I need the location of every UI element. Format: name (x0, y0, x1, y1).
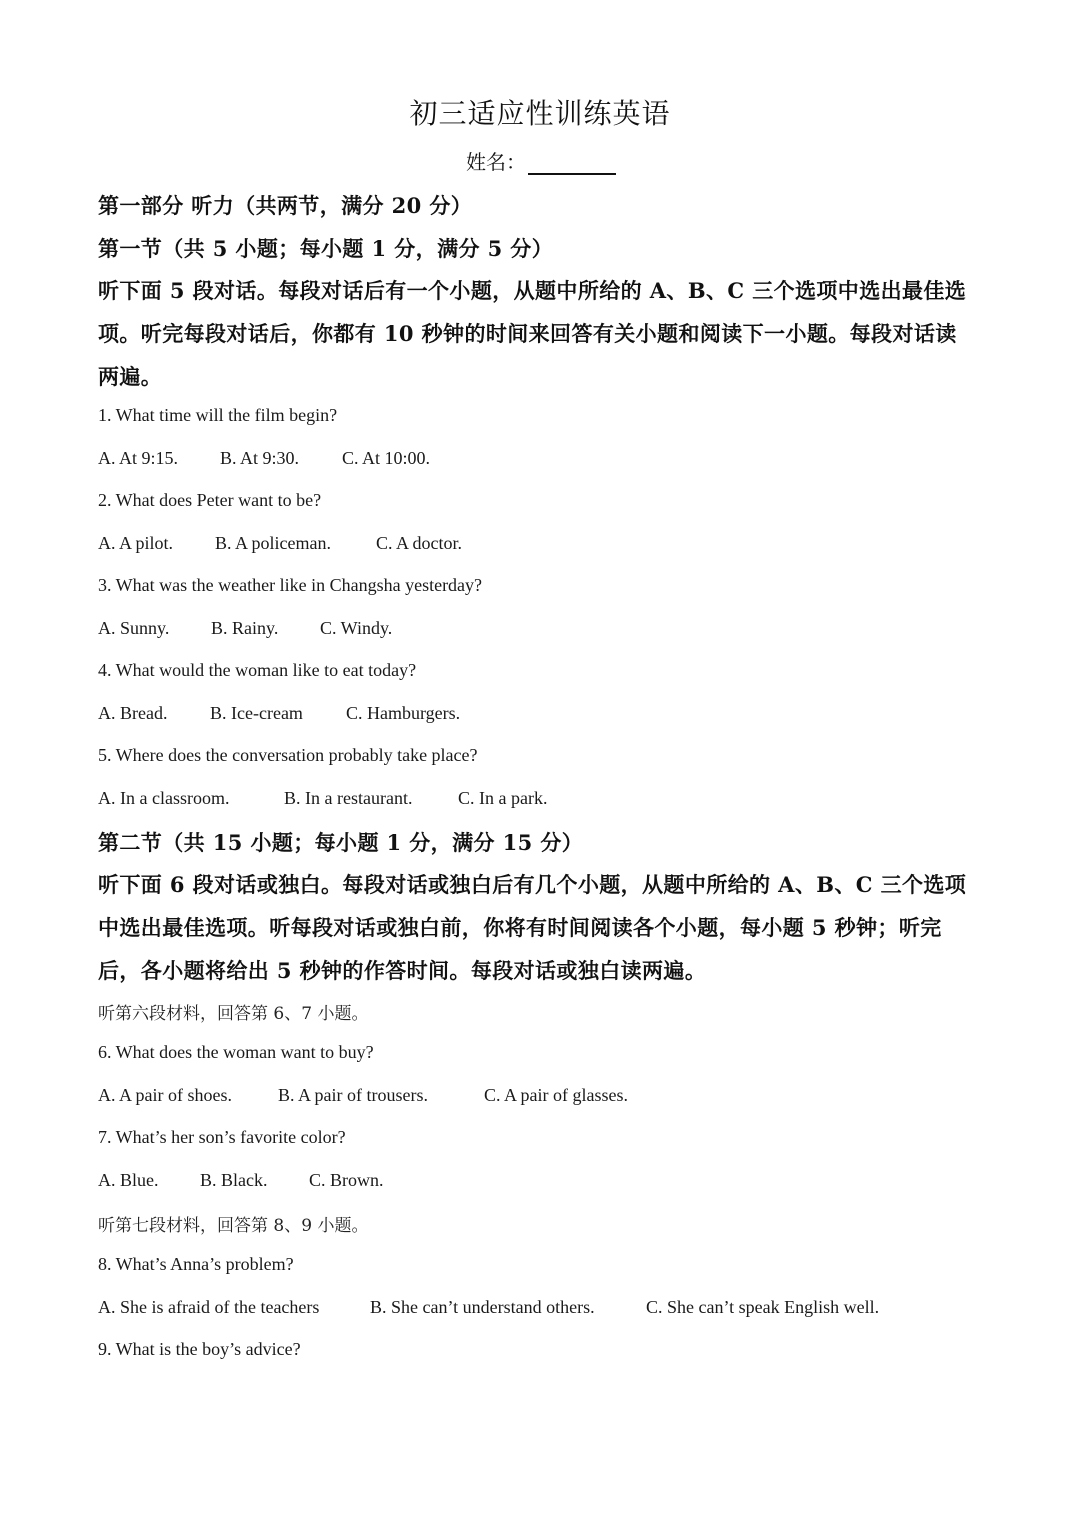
q8-option-c[interactable]: C. She can’t speak English well. (646, 1297, 880, 1317)
q4-option-b[interactable]: B. Ice-cream (210, 703, 303, 723)
q5-option-a[interactable]: A. In a classroom. (98, 788, 230, 808)
q7-option-c[interactable]: C. Brown. (309, 1170, 384, 1190)
name-blank-line[interactable] (528, 153, 616, 175)
q5-option-c[interactable]: C. In a park. (458, 788, 548, 808)
q1-option-c[interactable]: C. At 10:00. (342, 448, 431, 468)
q7-option-a[interactable]: A. Blue. (98, 1170, 159, 1190)
question-3: 3. What was the weather like in Changsha yesterday? (98, 575, 483, 595)
section2-instruction-line-3: 后，各小题将给出 5 秒钟的作答时间。每段对话或独白读两遍。 (98, 958, 707, 983)
question-4-options (98, 703, 460, 724)
question-3-options (98, 618, 392, 639)
q4-option-a[interactable]: A. Bread. (98, 703, 168, 723)
question-7: 7. What’s her son’s favorite color? (98, 1127, 346, 1147)
section2-instruction-line-2: 中选出最佳选项。听每段对话或独白前，你将有时间阅读各个小题，每小题 5 秒钟；听完 (98, 915, 942, 940)
name-label: 姓名： (466, 150, 526, 174)
material-7-note: 听第七段材料，回答第 8、9 小题。 (98, 1216, 369, 1236)
q2-option-c[interactable]: C. A doctor. (376, 533, 463, 553)
name-field (466, 146, 616, 175)
q6-option-c[interactable]: C. A pair of glasses. (484, 1085, 628, 1105)
q2-option-b[interactable]: B. A policeman. (215, 533, 331, 553)
question-2: 2. What does Peter want to be? (98, 490, 322, 510)
q4-option-c[interactable]: C. Hamburgers. (346, 703, 461, 723)
q5-option-b[interactable]: B. In a restaurant. (284, 788, 413, 808)
material-6-note: 听第六段材料，回答第 6、7 小题。 (98, 1004, 369, 1024)
question-6: 6. What does the woman want to buy? (98, 1042, 374, 1062)
q6-option-a[interactable]: A. A pair of shoes. (98, 1085, 232, 1105)
q2-option-a[interactable]: A. A pilot. (98, 533, 174, 553)
q6-option-b[interactable]: B. A pair of trousers. (278, 1085, 428, 1105)
q3-option-b[interactable]: B. Rainy. (211, 618, 279, 638)
q7-option-b[interactable]: B. Black. (200, 1170, 268, 1190)
question-5-options (98, 788, 547, 809)
question-8-options (98, 1297, 879, 1318)
section2-instruction-line-1: 听下面 6 段对话或独白。每段对话或独白后有几个小题，从题中所给的 A、B、C 三个选项 (98, 872, 967, 897)
section1-instruction-line-3: 两遍。 (98, 364, 163, 389)
section2-heading: 第二节（共 15 小题；每小题 1 分，满分 15 分） (98, 830, 584, 855)
page-title: 初三适应性训练英语 (409, 97, 671, 130)
question-6-options (98, 1085, 628, 1106)
part1-heading: 第一部分 听力（共两节，满分 20 分） (98, 193, 473, 218)
question-2-options (98, 533, 462, 554)
q8-option-b[interactable]: B. She can’t understand others. (370, 1297, 595, 1317)
question-1: 1. What time will the film begin? (98, 405, 338, 425)
q1-option-a[interactable]: A. At 9:15. (98, 448, 179, 468)
q3-option-c[interactable]: C. Windy. (320, 618, 393, 638)
question-4: 4. What would the woman like to eat today? (98, 660, 417, 680)
question-8: 8. What’s Anna’s problem? (98, 1254, 294, 1274)
question-7-options (98, 1170, 384, 1191)
q8-option-a[interactable]: A. She is afraid of the teachers (98, 1297, 320, 1317)
q1-option-b[interactable]: B. At 9:30. (220, 448, 300, 468)
question-5: 5. Where does the conversation probably take place? (98, 745, 478, 765)
section1-heading: 第一节（共 5 小题；每小题 1 分，满分 5 分） (98, 236, 554, 261)
q3-option-a[interactable]: A. Sunny. (98, 618, 170, 638)
question-9: 9. What is the boy’s advice? (98, 1339, 301, 1359)
question-1-options (98, 448, 430, 469)
section1-instruction-line-2: 项。听完每段对话后，你都有 10 秒钟的时间来回答有关小题和阅读下一小题。每段对话读 (98, 321, 957, 346)
section1-instruction-line-1: 听下面 5 段对话。每段对话后有一个小题，从题中所给的 A、B、C 三个选项中选出最佳选 (98, 278, 967, 303)
